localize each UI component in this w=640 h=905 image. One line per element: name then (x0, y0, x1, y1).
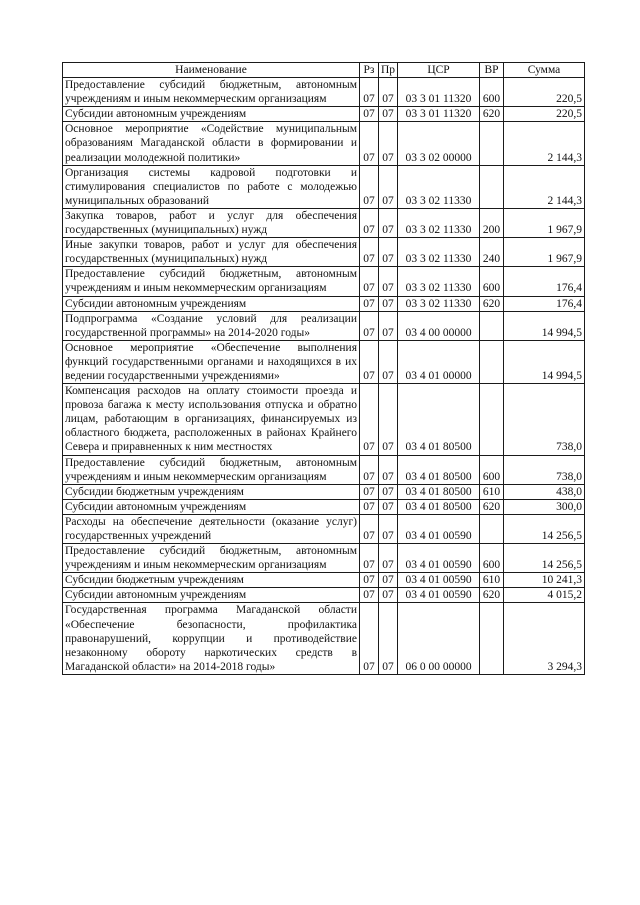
row-sum: 1 967,9 (504, 238, 585, 267)
header-name: Наименование (63, 63, 360, 78)
table-row (63, 165, 585, 208)
row-name: Предоставление субсидий бюджетным, автономным учреждениям и иным некоммерческим организациям (63, 544, 360, 573)
row-name: Предоставление субсидий бюджетным, автономным учреждениям и иным некоммерческим организациям (63, 267, 360, 296)
header-rz: Рз (360, 63, 379, 78)
row-name: Субсидии автономным учреждениям (63, 296, 360, 311)
row-csr: 03 4 01 80500 (398, 499, 480, 514)
row-sum: 14 256,5 (504, 544, 585, 573)
row-sum: 738,0 (504, 455, 585, 484)
row-name: Предоставление субсидий бюджетным, автономным учреждениям и иным некоммерческим организациям (63, 455, 360, 484)
row-csr: 03 4 01 00000 (398, 340, 480, 383)
row-vr: 600 (480, 455, 504, 484)
table-row (63, 267, 585, 296)
row-rz: 07 (360, 122, 379, 165)
row-vr (480, 340, 504, 383)
row-rz: 07 (360, 588, 379, 603)
row-rz: 07 (360, 514, 379, 543)
row-rz: 07 (360, 296, 379, 311)
table-row (63, 499, 585, 514)
row-csr: 03 4 01 80500 (398, 384, 480, 455)
row-rz: 07 (360, 238, 379, 267)
row-rz: 07 (360, 107, 379, 122)
row-sum: 14 256,5 (504, 514, 585, 543)
row-name: Субсидии бюджетным учреждениям (63, 573, 360, 588)
row-pr: 07 (379, 122, 398, 165)
row-rz: 07 (360, 573, 379, 588)
row-pr: 07 (379, 499, 398, 514)
row-csr: 03 3 02 11330 (398, 238, 480, 267)
row-sum: 4 015,2 (504, 588, 585, 603)
row-vr: 610 (480, 484, 504, 499)
row-sum: 176,4 (504, 296, 585, 311)
row-name: Организация системы кадровой подготовки и стимулирования специалистов по работе с молодежью муниципальных образований (63, 165, 360, 208)
row-name: Компенсация расходов на оплату стоимости проезда и провоза багажа к месту использования отпуска и обратно лицам, работающим в организациях, финансируемых из областного бюджета, расположенных в районах Крайнего Севера и приравненных к ним местностях (63, 384, 360, 455)
row-vr: 240 (480, 238, 504, 267)
row-rz: 07 (360, 311, 379, 340)
row-vr: 620 (480, 588, 504, 603)
table-row (63, 603, 585, 674)
row-rz: 07 (360, 544, 379, 573)
row-name: Иные закупки товаров, работ и услуг для обеспечения государственных (муниципальных) нужд (63, 238, 360, 267)
row-name: Расходы на обеспечение деятельности (оказание услуг) государственных учреждений (63, 514, 360, 543)
row-name: Субсидии автономным учреждениям (63, 499, 360, 514)
row-name: Предоставление субсидий бюджетным, автономным учреждениям и иным некоммерческим организациям (63, 78, 360, 107)
table-row (63, 311, 585, 340)
row-pr: 07 (379, 107, 398, 122)
row-name: Субсидии автономным учреждениям (63, 107, 360, 122)
row-vr: 200 (480, 208, 504, 237)
row-vr (480, 603, 504, 674)
row-sum: 2 144,3 (504, 122, 585, 165)
row-sum: 220,5 (504, 107, 585, 122)
row-pr: 07 (379, 208, 398, 237)
table-row (63, 78, 585, 107)
row-name: Закупка товаров, работ и услуг для обеспечения государственных (муниципальных) нужд (63, 208, 360, 237)
row-vr: 610 (480, 573, 504, 588)
row-vr (480, 514, 504, 543)
row-vr: 620 (480, 107, 504, 122)
header-sum: Сумма (504, 63, 585, 78)
row-pr: 07 (379, 455, 398, 484)
header-pr: Пр (379, 63, 398, 78)
row-sum: 14 994,5 (504, 311, 585, 340)
row-pr: 07 (379, 514, 398, 543)
row-rz: 07 (360, 78, 379, 107)
row-csr: 03 3 02 00000 (398, 122, 480, 165)
row-csr: 03 3 01 11320 (398, 78, 480, 107)
row-csr: 03 4 01 80500 (398, 484, 480, 499)
row-pr: 07 (379, 238, 398, 267)
row-name: Основное мероприятие «Содействие муниципальным образованиям Магаданской области в формировании и реализации молодежной политики» (63, 122, 360, 165)
table-row (63, 340, 585, 383)
row-csr: 03 4 01 80500 (398, 455, 480, 484)
row-rz: 07 (360, 340, 379, 383)
row-csr: 03 4 00 00000 (398, 311, 480, 340)
row-pr: 07 (379, 544, 398, 573)
table-row (63, 544, 585, 573)
row-pr: 07 (379, 296, 398, 311)
row-vr: 620 (480, 499, 504, 514)
row-rz: 07 (360, 455, 379, 484)
table-row (63, 455, 585, 484)
row-rz: 07 (360, 499, 379, 514)
row-sum: 10 241,3 (504, 573, 585, 588)
header-csr: ЦСР (398, 63, 480, 78)
row-pr: 07 (379, 340, 398, 383)
row-csr: 03 4 01 00590 (398, 514, 480, 543)
row-vr: 620 (480, 296, 504, 311)
row-rz: 07 (360, 384, 379, 455)
row-csr: 03 3 02 11330 (398, 296, 480, 311)
row-name: Государственная программа Магаданской области «Обеспечение безопасности, профилактика правонарушений, коррупции и противодействие незаконному обороту наркотических средств в Магаданской области» на 2014-2018 годы» (63, 603, 360, 674)
row-csr: 03 3 02 11330 (398, 267, 480, 296)
row-pr: 07 (379, 267, 398, 296)
row-rz: 07 (360, 267, 379, 296)
row-name: Субсидии бюджетным учреждениям (63, 484, 360, 499)
table-row (63, 573, 585, 588)
table-header-row (63, 63, 585, 78)
row-pr: 07 (379, 384, 398, 455)
row-name: Подпрограмма «Создание условий для реализации государственной программы» на 2014-2020 годы» (63, 311, 360, 340)
table-row (63, 208, 585, 237)
row-vr (480, 122, 504, 165)
header-vr: ВР (480, 63, 504, 78)
row-csr: 06 0 00 00000 (398, 603, 480, 674)
row-sum: 220,5 (504, 78, 585, 107)
row-pr: 07 (379, 603, 398, 674)
row-pr: 07 (379, 311, 398, 340)
row-csr: 03 3 02 11330 (398, 208, 480, 237)
budget-table (62, 62, 585, 675)
table-row (63, 122, 585, 165)
row-csr: 03 3 02 11330 (398, 165, 480, 208)
table-row (63, 588, 585, 603)
table-row (63, 484, 585, 499)
row-pr: 07 (379, 78, 398, 107)
row-vr (480, 384, 504, 455)
row-sum: 14 994,5 (504, 340, 585, 383)
table-row (63, 296, 585, 311)
row-vr (480, 165, 504, 208)
row-sum: 300,0 (504, 499, 585, 514)
row-sum: 3 294,3 (504, 603, 585, 674)
row-pr: 07 (379, 165, 398, 208)
row-sum: 738,0 (504, 384, 585, 455)
row-csr: 03 4 01 00590 (398, 544, 480, 573)
row-sum: 176,4 (504, 267, 585, 296)
row-sum: 1 967,9 (504, 208, 585, 237)
table-row (63, 384, 585, 455)
row-rz: 07 (360, 603, 379, 674)
row-pr: 07 (379, 484, 398, 499)
row-vr: 600 (480, 78, 504, 107)
row-rz: 07 (360, 165, 379, 208)
row-pr: 07 (379, 573, 398, 588)
row-vr: 600 (480, 267, 504, 296)
row-name: Основное мероприятие «Обеспечение выполнения функций государственными органами и находящихся в их ведении государственными учреждениями» (63, 340, 360, 383)
row-csr: 03 4 01 00590 (398, 588, 480, 603)
document-page (62, 62, 584, 675)
row-rz: 07 (360, 484, 379, 499)
table-row (63, 238, 585, 267)
row-pr: 07 (379, 588, 398, 603)
table-row (63, 107, 585, 122)
row-csr: 03 3 01 11320 (398, 107, 480, 122)
row-csr: 03 4 01 00590 (398, 573, 480, 588)
row-sum: 438,0 (504, 484, 585, 499)
row-name: Субсидии автономным учреждениям (63, 588, 360, 603)
row-vr (480, 311, 504, 340)
table-row (63, 514, 585, 543)
row-rz: 07 (360, 208, 379, 237)
row-vr: 600 (480, 544, 504, 573)
row-sum: 2 144,3 (504, 165, 585, 208)
